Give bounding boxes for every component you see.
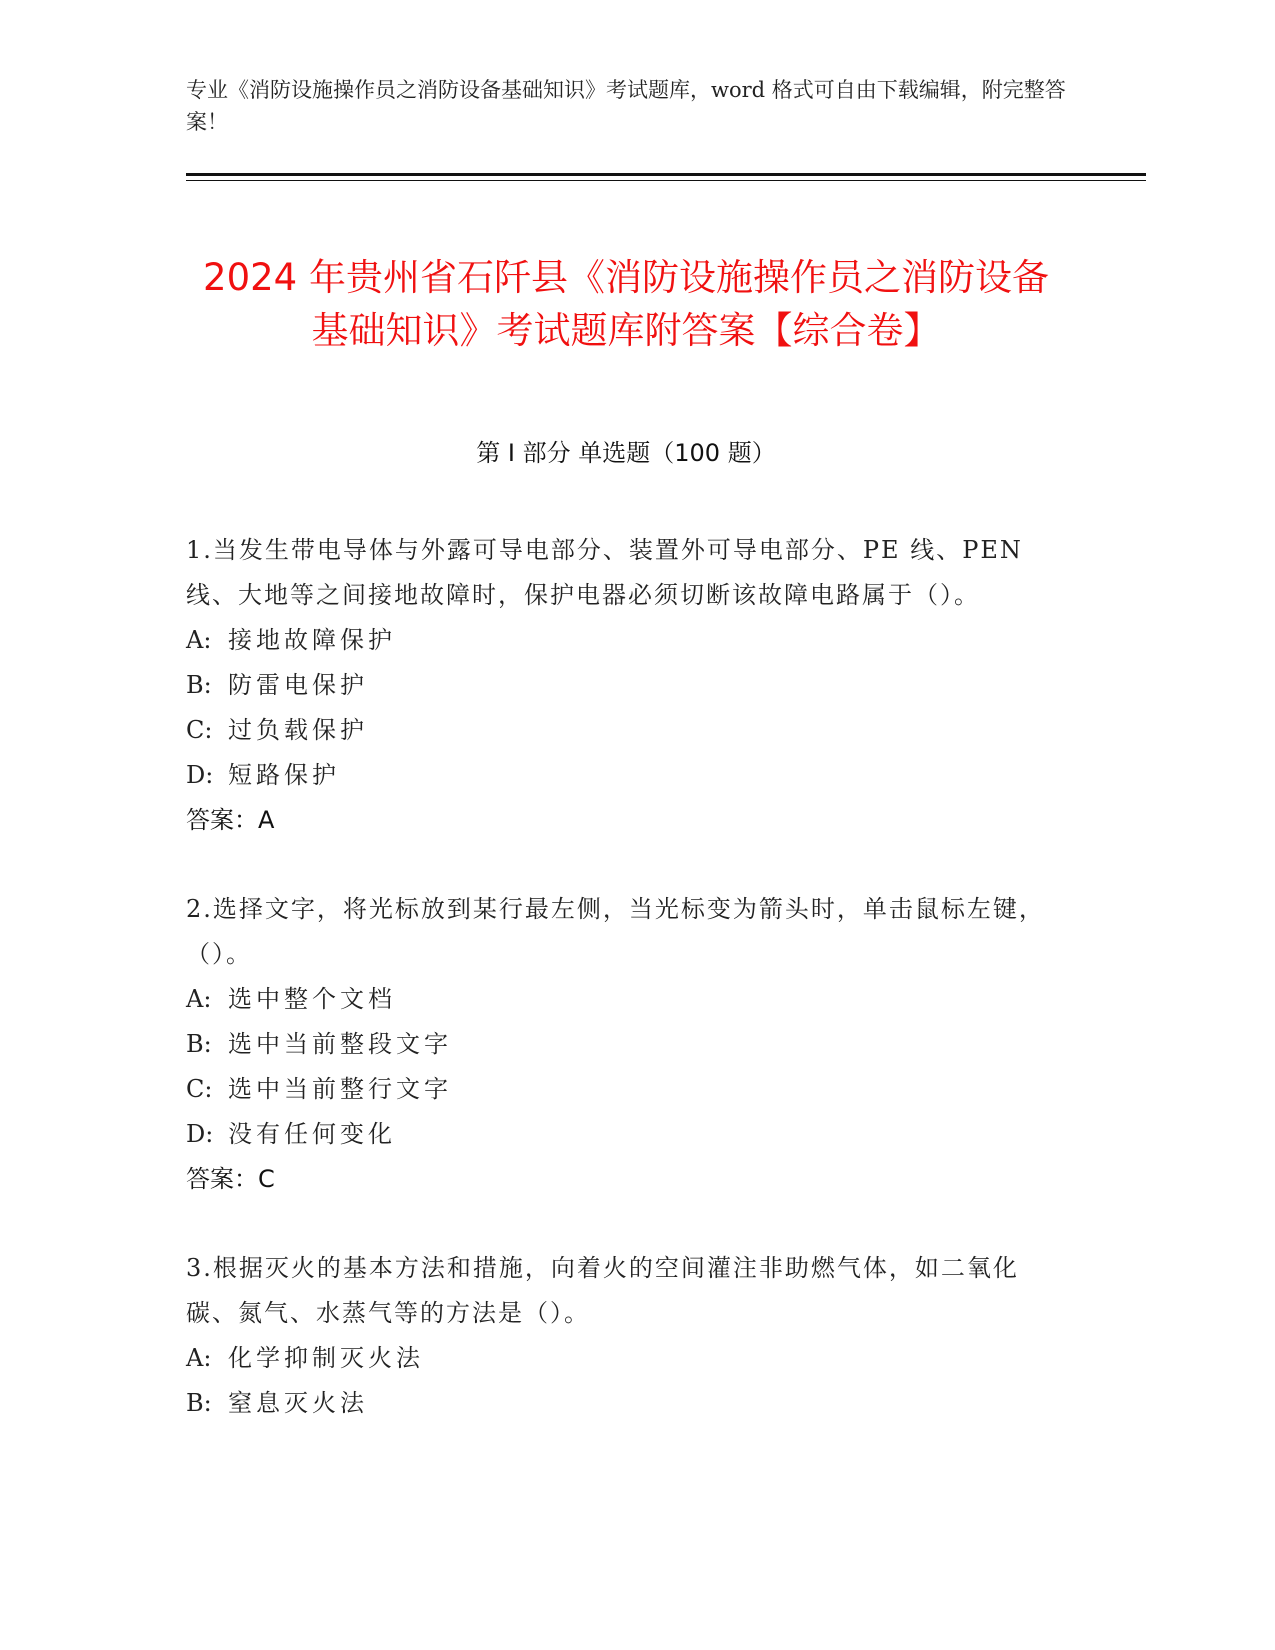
option-row [186,663,1066,708]
option-text: 选中整个文档 [228,985,396,1013]
option-row [186,1022,1066,1067]
option-row [186,1112,1066,1157]
option-text: 防雷电保护 [228,671,368,699]
option-letter: C: [186,1075,213,1103]
option-text: 窒息灭火法 [228,1389,368,1417]
answer-line: 答案：C [186,1165,275,1193]
option-row [186,977,1066,1022]
option-text: 没有任何变化 [228,1120,396,1148]
question-stem: 2.选择文字，将光标放到某行最左侧，当光标变为箭头时，单击鼠标左键，（）。 [186,895,1045,968]
option-text: 短路保护 [228,761,340,789]
option-letter: A: [186,626,212,654]
question-item [186,887,1066,1202]
option-letter: D: [186,761,214,789]
option-row [186,753,1066,798]
option-letter: A: [186,985,212,1013]
document-title: 2024 年贵州省石阡县《消防设施操作员之消防设备基础知识》考试题库附答案【综合卷】 [203,255,1049,352]
option-letter: B: [186,1389,212,1417]
question-stem: 1.当发生带电导体与外露可导电部分、装置外可导电部分、PE 线、PEN 线、大地等之间接地故障时，保护电器必须切断该故障电路属于（）。 [186,536,1023,609]
question-item [186,528,1066,843]
section-heading: 第 I 部分 单选题（100 题） [476,439,776,467]
header-divider-thin [186,180,1146,181]
header-note: 专业《消防设施操作员之消防设备基础知识》考试题库，word 格式可自由下载编辑，附完整答案！ [186,78,1066,134]
option-text: 过负载保护 [228,716,368,744]
question-item [186,1246,1066,1426]
option-text: 接地故障保护 [228,626,396,654]
option-row [186,708,1066,753]
option-text: 化学抑制灭火法 [228,1344,424,1372]
option-letter: A: [186,1344,212,1372]
option-letter: B: [186,1030,212,1058]
question-stem: 3.根据灭火的基本方法和措施，向着火的空间灌注非助燃气体，如二氧化碳、氮气、水蒸气等的方法是（）。 [186,1254,1019,1327]
option-letter: B: [186,671,212,699]
question-list [186,528,1066,1470]
option-letter: C: [186,716,213,744]
option-letter: D: [186,1120,214,1148]
option-row [186,618,1066,663]
option-row [186,1381,1066,1426]
option-row [186,1336,1066,1381]
option-text: 选中当前整段文字 [228,1030,452,1058]
answer-line: 答案：A [186,806,275,834]
option-text: 选中当前整行文字 [228,1075,452,1103]
option-row [186,1067,1066,1112]
header-divider-thick [186,173,1146,176]
